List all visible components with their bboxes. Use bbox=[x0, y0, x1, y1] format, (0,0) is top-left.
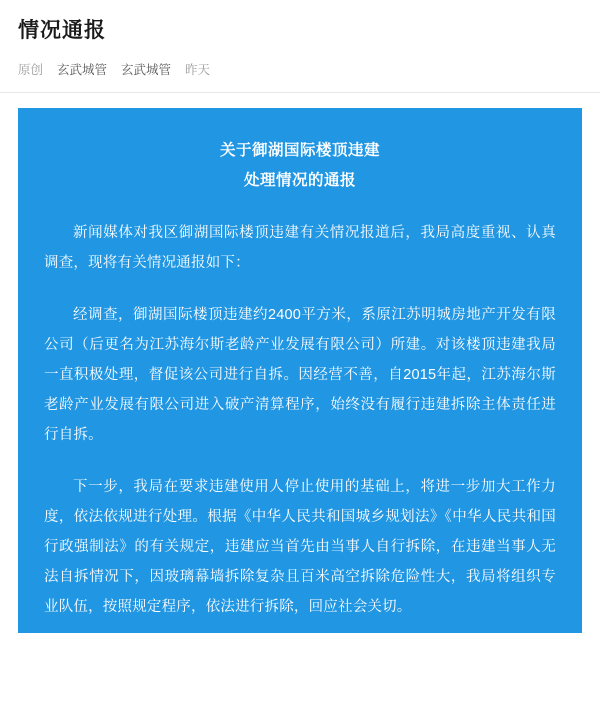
notice-body bbox=[44, 218, 556, 622]
notice-paragraph: 下一步，我局在要求违建使用人停止使用的基础上，将进一步加大工作力度，依法依规进行处理。根据《中华人民共和国城乡规划法》《中华人民共和国行政强制法》的有关规定，违建应当首先由当事人自行拆除，在违建当事人无法自拆情况下，因玻璃幕墙拆除复杂且百米高空拆除危险性大，我局将组织专业队伍，按照规定程序，依法进行拆除，回应社会关切。 bbox=[44, 479, 556, 615]
article-header bbox=[0, 0, 600, 92]
notice-card bbox=[18, 108, 582, 699]
signature-date: 2021年3月22日 bbox=[448, 683, 550, 699]
article-meta bbox=[18, 60, 582, 92]
notice-heading-line-2: 处理情况的通报 bbox=[243, 172, 356, 189]
notice-heading bbox=[44, 136, 556, 196]
notice-heading-line-1: 关于御湖国际楼顶违建 bbox=[219, 142, 380, 159]
notice-paragraph: 经调查，御湖国际楼顶违建约2400平方米，系原江苏明城房地产开发有限公司（后更名为江苏海尔斯老龄产业发展有限公司）所建。对该楼顶违建我局一直积极处理，督促该公司进行自拆。因经营不善，自2015年起，江苏海尔斯老龄产业发展有限公司进入破产清算程序，始终没有履行违建拆除主体责任进行自拆。 bbox=[44, 307, 556, 443]
account-name[interactable]: 玄武城管 bbox=[57, 63, 108, 77]
header-divider bbox=[0, 92, 600, 93]
publish-time: 昨天 bbox=[185, 63, 211, 77]
page-title: 情况通报 bbox=[18, 19, 106, 42]
notice-signature bbox=[44, 646, 556, 706]
source-name[interactable]: 玄武城管 bbox=[121, 63, 172, 77]
signature-organization: 南京市玄武区综合行政执法局 bbox=[358, 653, 550, 669]
notice-paragraph: 新闻媒体对我区御湖国际楼顶违建有关情况报道后，我局高度重视、认真调查，现将有关情况通报如下： bbox=[44, 225, 556, 271]
original-badge: 原创 bbox=[18, 63, 44, 77]
